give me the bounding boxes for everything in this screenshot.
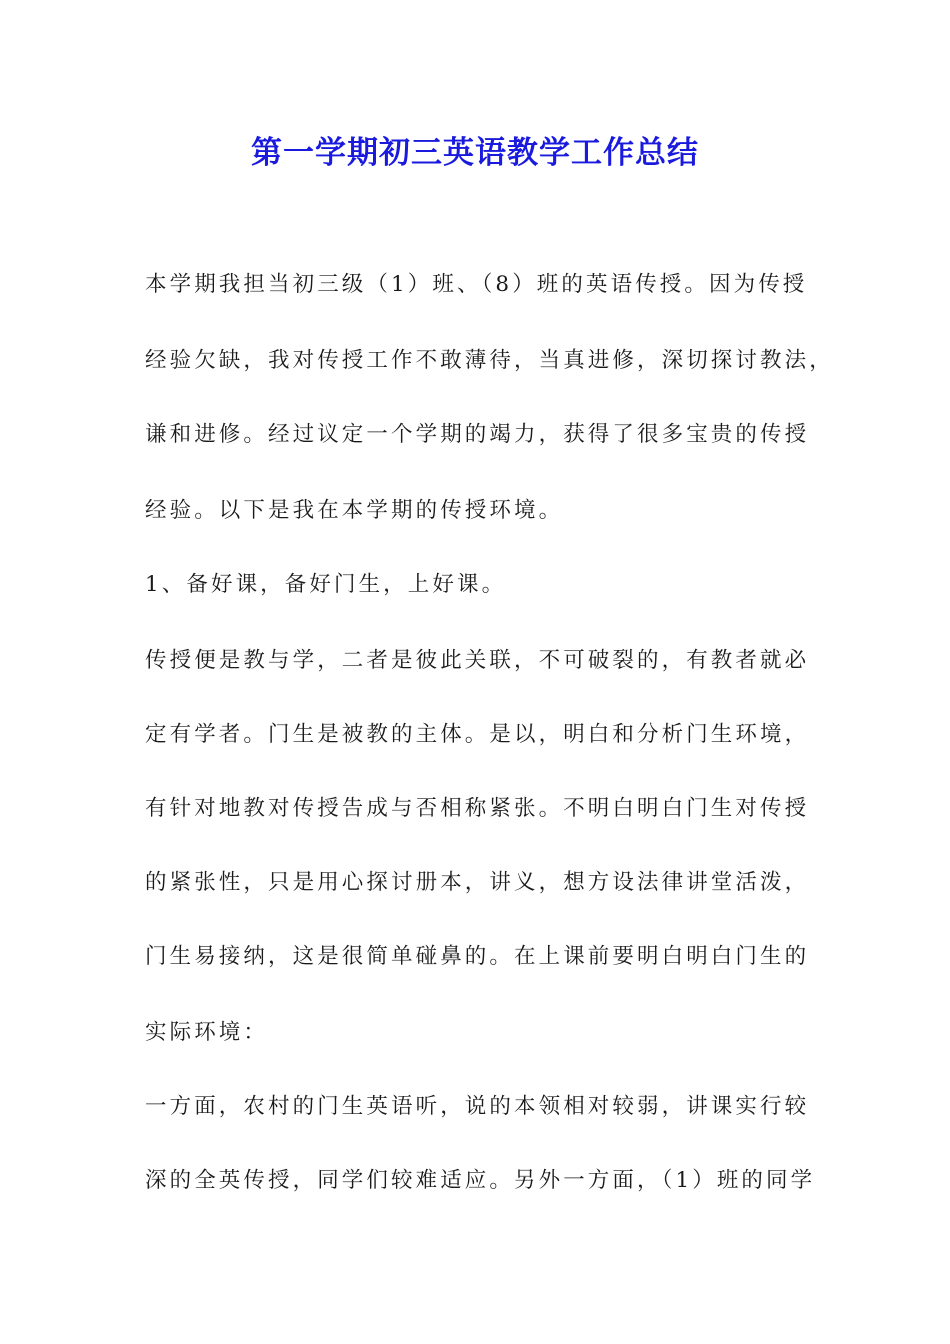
section-heading: 1、备好课，备好门生，上好课。 [145,572,507,597]
body-line: 定有学者。门生是被教的主体。是以，明白和分析门生环境， [145,722,810,747]
body-line: 经验。以下是我在本学期的传授环境。 [145,498,564,523]
document-title: 第一学期初三英语教学工作总结 [251,135,699,171]
body-line: 一方面，农村的门生英语听，说的本领相对较弱，讲课实行较 [145,1094,810,1119]
body-line: 谦和进修。经过议定一个学期的竭力，获得了很多宝贵的传授 [145,422,810,447]
body-line: 门生易接纳，这是很简单碰鼻的。在上课前要明白明白门生的 [145,944,810,969]
body-line: 本学期我担当初三级（1）班、（8）班的英语传授。因为传授 [145,272,808,297]
body-line: 经验欠缺，我对传授工作不敢薄待，当真进修，深切探讨教法， [145,348,834,373]
body-line: 有针对地教对传授告成与否相称紧张。不明白明白门生对传授 [145,796,810,821]
body-line: 实际环境： [145,1020,269,1045]
body-line: 传授便是教与学，二者是彼此关联，不可破裂的，有教者就必 [145,648,810,673]
body-line: 的紧张性，只是用心探讨册本，讲义，想方设法律讲堂活泼， [145,870,810,895]
body-line: 深的全英传授，同学们较难适应。另外一方面，（1）班的同学 [145,1168,816,1193]
